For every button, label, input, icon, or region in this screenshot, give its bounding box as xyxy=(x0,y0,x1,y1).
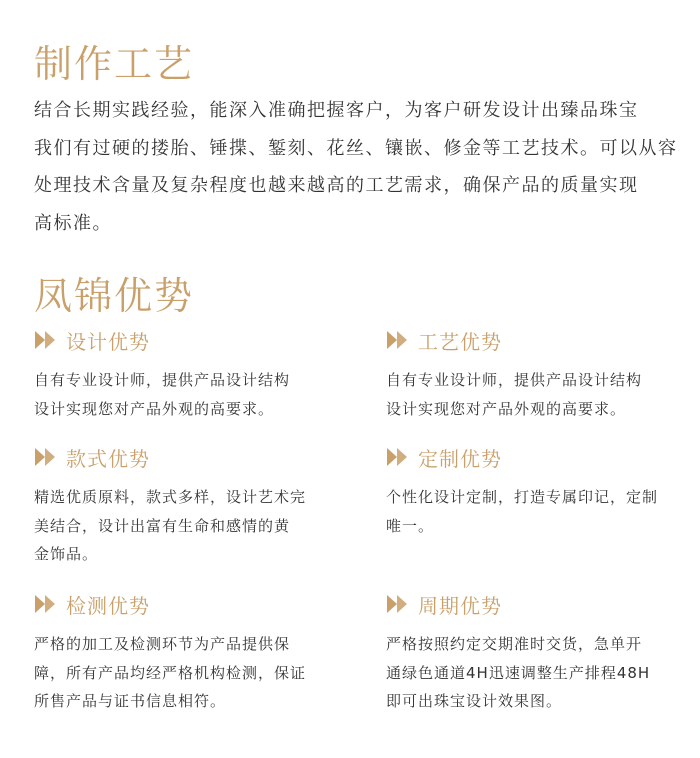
advantage-custom xyxy=(386,443,686,540)
double-chevron-right-icon xyxy=(34,447,58,467)
advantage-title: 周期优势 xyxy=(418,593,502,618)
advantage-inspection xyxy=(34,590,334,716)
advantage-line: 自有专业设计师，提供产品设计结构 xyxy=(34,371,291,389)
advantage-description xyxy=(34,483,334,569)
advantage-line: 障，所有产品均经严格机构检测，保证 xyxy=(34,663,307,682)
advantage-line: 金饰品。 xyxy=(34,545,99,563)
craft-line: 高标准。 xyxy=(34,212,112,234)
craft-line: 处理技术含量及复杂程度也越来越高的工艺需求，确保产品的质量实现 xyxy=(34,175,639,196)
advantage-title: 设计优势 xyxy=(66,329,150,354)
advantage-title: 工艺优势 xyxy=(418,329,502,354)
double-chevron-right-icon xyxy=(386,330,410,350)
advantage-description xyxy=(386,483,686,540)
craft-description xyxy=(34,92,678,242)
advantage-title: 检测优势 xyxy=(66,593,150,618)
advantage-line: 通绿色通道4H迅速调整生产排程48H xyxy=(386,663,651,682)
advantage-line: 唯一。 xyxy=(386,516,435,535)
advantage-line: 所售产品与证书信息相符。 xyxy=(34,692,227,710)
double-chevron-right-icon xyxy=(386,594,410,614)
double-chevron-right-icon xyxy=(34,594,58,614)
advantage-cycle xyxy=(386,590,686,716)
craft-line: 我们有过硬的搂胎、锤揲、錾刻、花丝、镶嵌、修金等工艺技术。可以从容 xyxy=(34,137,678,159)
advantage-line: 美结合，设计出富有生命和感情的黄 xyxy=(34,516,291,535)
advantage-design xyxy=(34,326,334,423)
advantage-description xyxy=(386,366,686,423)
advantage-line: 严格的加工及检测环节为产品提供保 xyxy=(34,635,291,653)
advantage-description xyxy=(34,366,334,423)
advantage-line: 设计实现您对产品外观的高要求。 xyxy=(386,399,627,418)
double-chevron-right-icon xyxy=(34,330,58,350)
advantage-line: 严格按照约定交期准时交货，急单开 xyxy=(386,635,643,653)
advantage-line: 自有专业设计师，提供产品设计结构 xyxy=(386,371,643,389)
advantage-line: 即可出珠宝设计效果图。 xyxy=(386,692,563,710)
advantage-line: 设计实现您对产品外观的高要求。 xyxy=(34,399,275,418)
advantage-description xyxy=(386,630,686,716)
advantage-description xyxy=(34,630,334,716)
advantage-line: 精选优质原料，款式多样，设计艺术完 xyxy=(34,488,307,506)
craft-section-title: 制作工艺 xyxy=(34,42,195,86)
advantage-style xyxy=(34,443,334,569)
advantage-title: 款式优势 xyxy=(66,446,150,471)
advantage-line: 个性化设计定制，打造专属印记，定制 xyxy=(386,488,659,506)
advantages-section-title: 凤锦优势 xyxy=(34,274,195,318)
advantage-title: 定制优势 xyxy=(418,446,502,471)
advantage-craft xyxy=(386,326,686,423)
double-chevron-right-icon xyxy=(386,447,410,467)
craft-line: 结合长期实践经验，能深入准确把握客户，为客户研发设计出臻品珠宝 xyxy=(34,100,639,121)
